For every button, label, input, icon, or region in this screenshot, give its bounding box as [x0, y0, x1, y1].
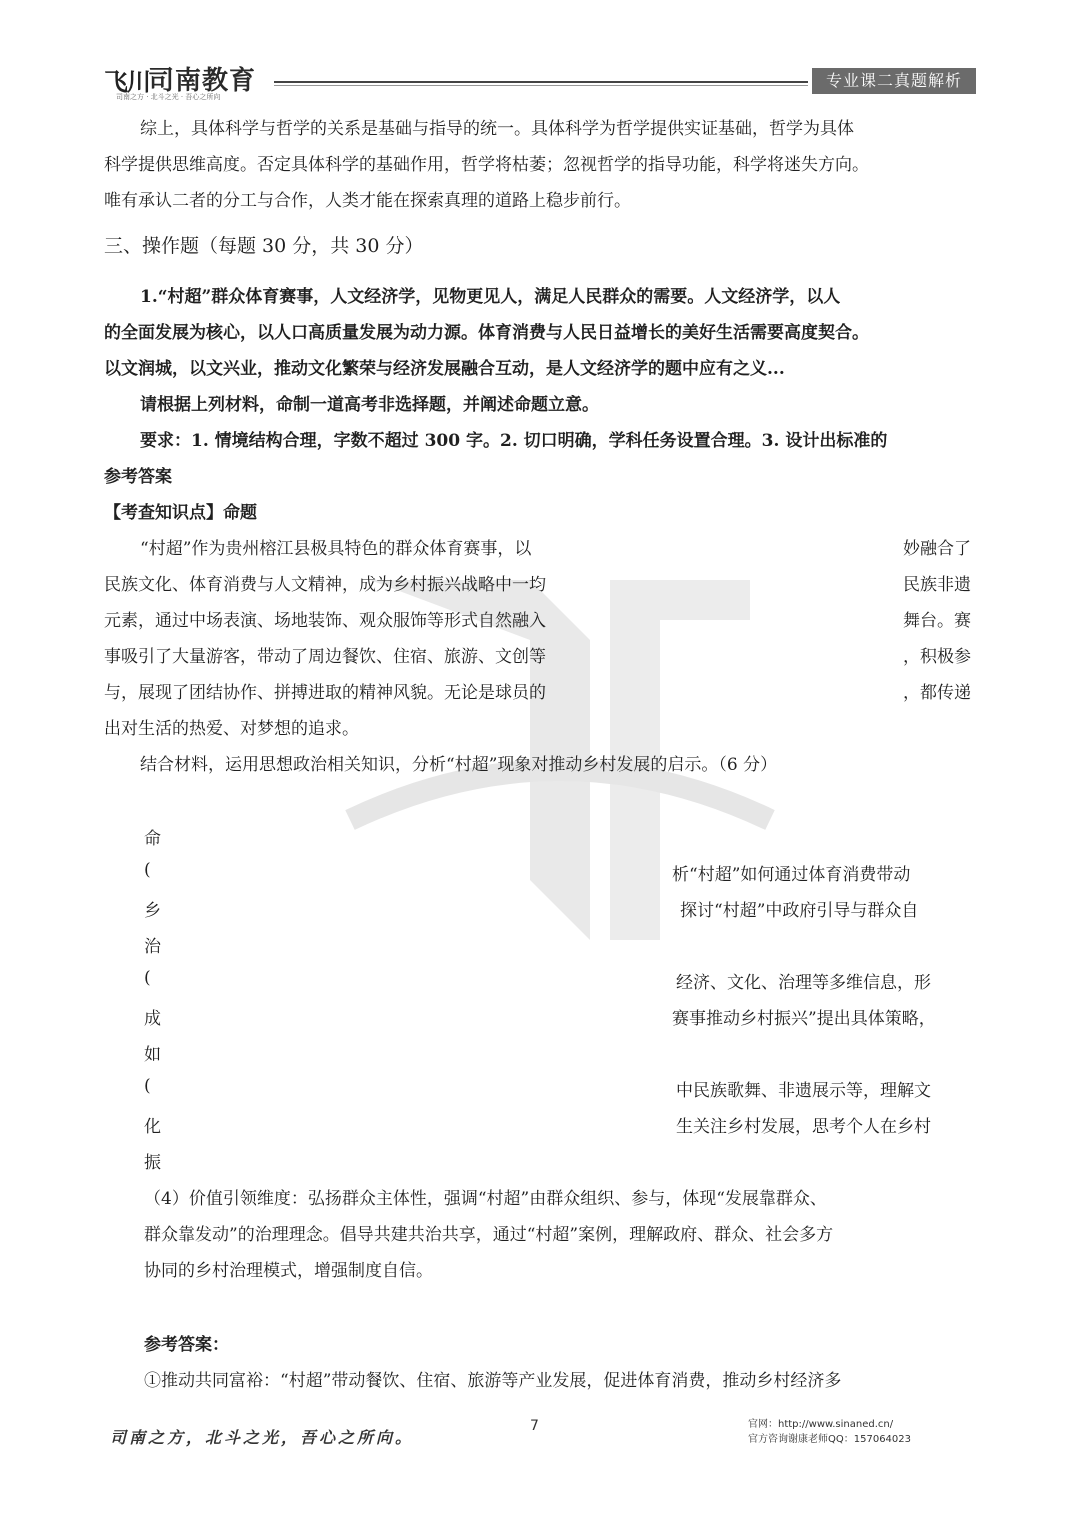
summary-line-1: 综上，具体科学与哲学的关系是基础与指导的统一。具体科学为哲学提供实证基础，哲学为具体 — [140, 119, 854, 139]
intent-p4-line-3: 协同的乡村治理模式，增强制度自信。 — [144, 1261, 433, 1281]
intent-row-4a: ( — [144, 968, 151, 988]
intent-row-6a: 如 — [144, 1045, 161, 1065]
question-line-5: 要求：1. 情境结构合理，字数不超过 300 字。2. 切口明确，学科任务设置合理。3. 设计出标准的 — [140, 431, 888, 451]
material-line-1a: “村超”作为贵州榕江县极具特色的群众体育赛事，以 — [140, 539, 532, 559]
logo-slogan: 司南之方 · 北斗之光 · 吾心之所向 — [116, 93, 221, 101]
intent-row-2a: 乡 — [144, 901, 161, 921]
answer-label: 参考答案： — [144, 1335, 229, 1355]
summary-line-2: 科学提供思维高度。否定具体科学的基础作用，哲学将枯萎；忽视哲学的指导功能，科学将迷失方向。 — [104, 155, 869, 175]
material-line-4a: 事吸引了大量游客，带动了周边餐饮、住宿、旅游、文创等 — [104, 647, 546, 667]
header-rule-thin — [274, 85, 808, 86]
sinan-logo — [104, 62, 264, 102]
material-task: 结合材料，运用思想政治相关知识，分析“村超”现象对推动乡村发展的启示。（6 分） — [140, 755, 778, 775]
intent-row-3a: 治 — [144, 937, 161, 957]
knowledge-label: 【考查知识点】命题 — [104, 503, 257, 523]
intent-p4-line-1: （4）价值引领维度：弘扬群众主体性，强调“村超”由群众组织、参与，体现“发展靠群众、 — [144, 1189, 827, 1209]
material-line-5a: 与，展现了团结协作、拼搏进取的精神风貌。无论是球员的 — [104, 683, 546, 703]
footer-slogan: 司南之方，北斗之光，吾心之所向。 — [110, 1428, 415, 1447]
material-line-5b: ，都传递 — [903, 683, 971, 703]
intent-row-1b: 析“村超”如何通过体育消费带动 — [672, 865, 911, 885]
intent-row-8b: 生关注乡村发展，思考个人在乡村 — [676, 1117, 931, 1137]
intent-heading-fragment: 命 — [144, 829, 161, 849]
page-number: 7 — [530, 1418, 539, 1434]
intent-row-4b: 经济、文化、治理等多维信息，形 — [676, 973, 931, 993]
header-rule — [274, 81, 808, 83]
footer-website: 官网：http://www.sinaned.cn/ — [748, 1419, 894, 1430]
summary-line-3: 唯有承认二者的分工与合作，人类才能在探索真理的道路上稳步前行。 — [104, 191, 631, 211]
header-tag: 专业课二真题解析 — [812, 68, 976, 94]
intent-row-1a: ( — [144, 860, 151, 880]
intent-row-8a: 化 — [144, 1117, 161, 1137]
material-line-4b: ，积极参 — [903, 647, 971, 667]
question-line-4: 请根据上列材料，命制一道高考非选择题，并阐述命题立意。 — [140, 395, 599, 415]
question-line-6: 参考答案 — [104, 467, 172, 487]
intent-row-9a: 振 — [144, 1153, 161, 1173]
intent-row-2b: 探讨“村超”中政府引导与群众自 — [680, 901, 919, 921]
intent-p4-line-2: 群众靠发动”的治理理念。倡导共建共治共享，通过“村超”案例，理解政府、群众、社会多方 — [144, 1225, 834, 1245]
footer-contact — [748, 1417, 911, 1447]
intent-row-7a: ( — [144, 1076, 151, 1096]
intent-row-5a: 成 — [144, 1009, 161, 1029]
material-line-6: 出对生活的热爱、对梦想的追求。 — [104, 719, 359, 739]
intent-row-7b: 中民族歌舞、非遗展示等，理解文 — [676, 1081, 931, 1101]
section-title: 三、操作题（每题 30 分，共 30 分） — [104, 235, 424, 257]
question-line-3: 以文润城，以文兴业，推动文化繁荣与经济发展融合互动，是人文经济学的题中应有之义... — [104, 359, 785, 379]
material-line-3a: 元素，通过中场表演、场地装饰、观众服饰等形式自然融入 — [104, 611, 546, 631]
footer-qq: 官方咨询谢康老师QQ：157064023 — [748, 1434, 912, 1445]
question-line-1: 1.“村超”群众体育赛事，人文经济学，见物更见人，满足人民群众的需要。人文经济学，以人 — [140, 287, 841, 307]
logo-mark: 飞川 — [104, 68, 150, 96]
material-line-2a: 民族文化、体育消费与人文精神，成为乡村振兴战略中一均 — [104, 575, 546, 595]
material-line-3b: 舞台。赛 — [903, 611, 971, 631]
answer-line-1: ①推动共同富裕：“村超”带动餐饮、住宿、旅游等产业发展，促进体育消费，推动乡村经济多 — [144, 1371, 842, 1391]
material-line-2b: 民族非遗 — [903, 575, 971, 595]
material-line-1b: 妙融合了 — [903, 539, 971, 559]
question-line-2: 的全面发展为核心，以人口高质量发展为动力源。体育消费与人民日益增长的美好生活需要高度契合。 — [104, 323, 869, 343]
logo-name: 司南教育 — [148, 66, 257, 96]
intent-row-5b: 赛事推动乡村振兴”提出具体策略， — [672, 1009, 936, 1029]
